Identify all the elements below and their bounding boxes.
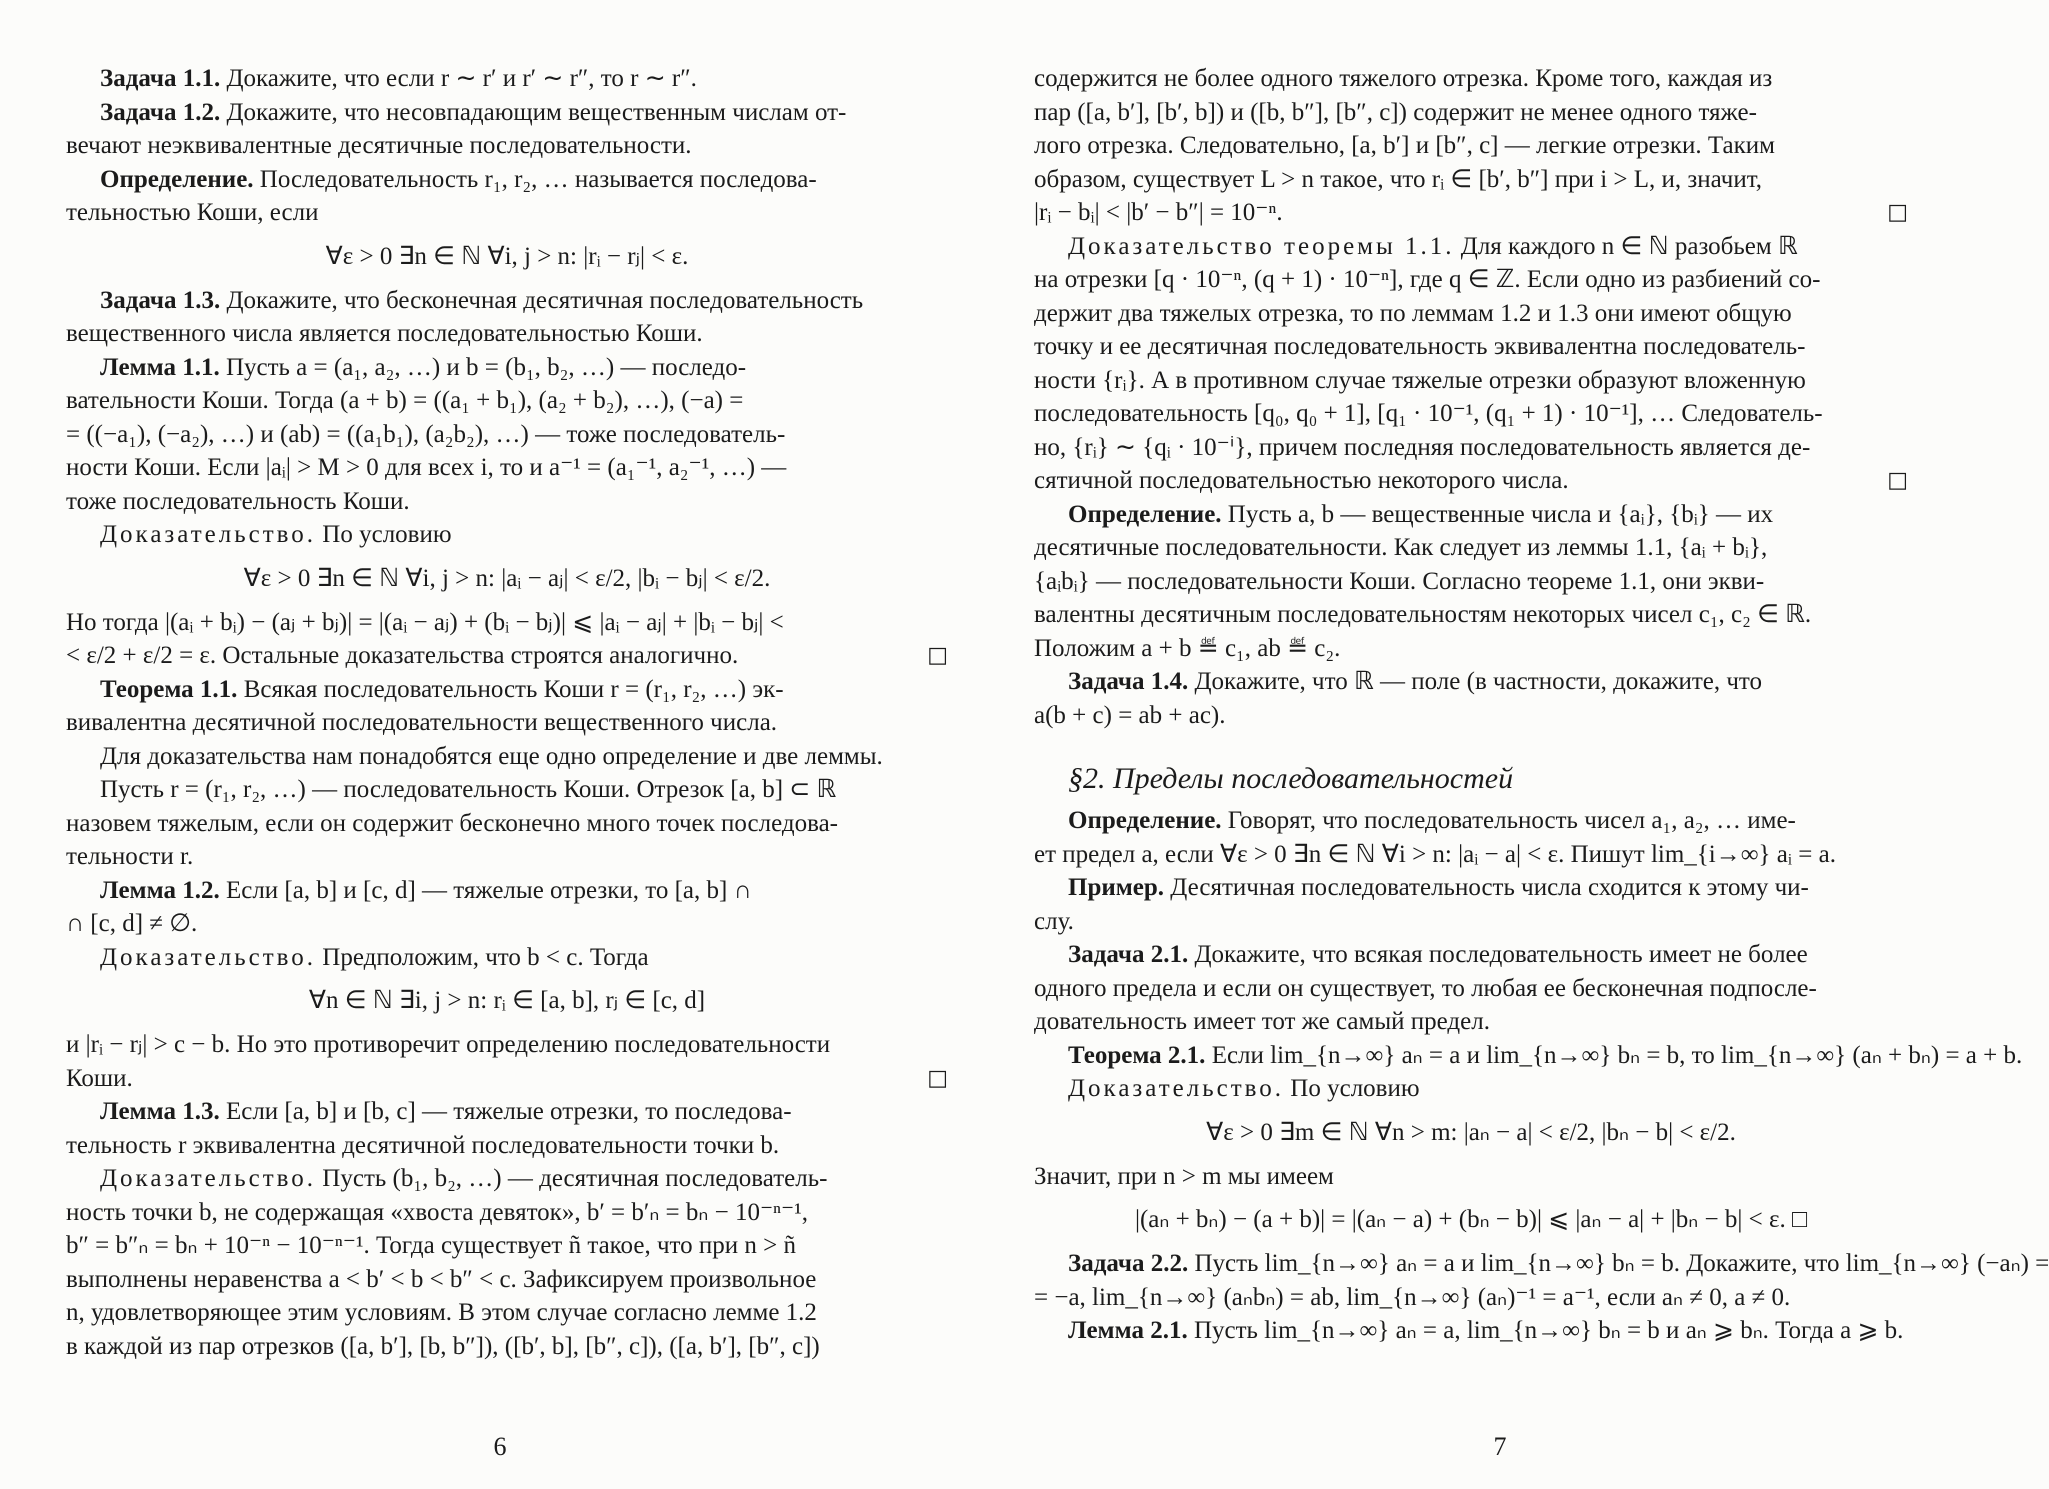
term-label: Лемма 1.2. [100, 876, 220, 904]
line-text: ность точки b, не содержащая «хвоста девяток», b′ = b′ₙ = bₙ − 10⁻ⁿ⁻¹, [66, 1198, 808, 1226]
text-line [1034, 838, 1908, 872]
line-text: тельностью Коши, если [66, 199, 319, 226]
text-line [1034, 632, 1908, 666]
text-line [1034, 565, 1908, 599]
text-line [1034, 330, 1908, 364]
text-line [66, 639, 948, 673]
term-label: Лемма 2.1. [1068, 1317, 1188, 1344]
line-text: = ((−a₁), (−a₂), …) и (ab) = ((a₁b₁), (a₂b₂), …) — тоже последователь- [66, 420, 786, 448]
text-line [66, 1229, 948, 1263]
term-label: Задача 1.1. [100, 65, 221, 92]
text-line [1034, 364, 1908, 398]
line-text: держит два тяжелых отрезка, то по леммам 1.2 и 1.3 они имеют общую [1034, 299, 1792, 327]
left-page [0, 0, 1000, 1489]
text-line [1034, 129, 1908, 163]
term-label: Определение. [1068, 807, 1222, 834]
line-text: ет предел a, если ∀ε > 0 ∃n ∈ ℕ ∀i > n: |aᵢ − a| < ε. Пишут lim_{i→∞} aᵢ = a. [1034, 840, 1836, 868]
term-label: Задача 2.1. [1068, 941, 1189, 968]
line-text: на отрезки [q · 10⁻ⁿ, (q + 1) · 10⁻ⁿ], где q ∈ ℤ. Если одно из разбиений со- [1034, 266, 1821, 293]
text-line [1034, 1247, 2049, 1281]
text-line [1034, 1039, 2023, 1073]
line-text: Докажите, что бесконечная десятичная последовательность [220, 286, 864, 314]
term-label: Теорема 2.1. [1068, 1041, 1206, 1069]
text-line [66, 740, 948, 774]
formula [66, 974, 948, 1028]
line-text: довательность имеет тот же самый предел. [1034, 1008, 1490, 1035]
right-text-column [1034, 62, 2049, 1348]
text-line [1034, 230, 1908, 264]
section-heading [1034, 754, 1908, 804]
line-text: назовем тяжелым, если он содержит бесконечно много точек последова- [66, 809, 839, 837]
text-line [66, 1296, 948, 1330]
text-line [66, 874, 948, 908]
line-text: Говорят, что последовательность чисел a₁, a₂, … име- [1221, 807, 1796, 834]
text-line [66, 196, 948, 230]
text-line [1034, 871, 1908, 905]
line-text: |rᵢ − bᵢ| < |b′ − b″| = 10⁻ⁿ. [1034, 199, 1283, 226]
term-label: Определение. [100, 165, 254, 193]
text-line [1034, 196, 1908, 230]
line-text: ∩ [c, d] ≠ ∅. [66, 910, 198, 937]
qed-square-icon: □ [927, 643, 948, 668]
line-text: Если lim_{n→∞} aₙ = a и lim_{n→∞} bₙ = b, то lim_{n→∞} (aₙ + bₙ) = a + b. [1205, 1041, 2023, 1069]
text-line [1034, 665, 1908, 699]
line-text: Пусть lim_{n→∞} aₙ = a, lim_{n→∞} bₙ = b и aₙ ⩾ bₙ. Тогда a ⩾ b. [1187, 1317, 1904, 1344]
line-text: Для каждого n ∈ ℕ разобьем ℝ [1454, 232, 1798, 260]
line-text: тоже последовательность Коши. [66, 487, 410, 515]
text-line [66, 773, 948, 807]
text-line [66, 706, 948, 740]
proof-label: Доказательство. [100, 1165, 317, 1192]
line-text: одного предела и если он существует, то любая ее бесконечная подпосле- [1034, 974, 1817, 1002]
text-line [1034, 297, 1908, 331]
text-line [1034, 1314, 1908, 1348]
line-text: точку и ее десятичная последовательность эквивалентна последователь- [1034, 333, 1806, 360]
line-text: Пусть a = (a₁, a₂, …) и b = (b₁, b₂, …) — последо- [219, 353, 747, 381]
text-line [66, 1028, 948, 1062]
line-text: валентны десятичным последовательностям некоторых чисел c₁, c₂ ∈ ℝ. [1034, 601, 1812, 628]
term-label: Теорема 1.1. [100, 675, 238, 703]
text-line [1034, 163, 1908, 197]
line-text: тельность r эквивалентна десятичной последовательности точки b. [66, 1131, 780, 1159]
proof-label: Доказательство. [100, 943, 317, 971]
line-text: Докажите, что всякая последовательность имеет не более [1188, 941, 1808, 968]
formula [66, 230, 948, 284]
qed-square-icon: □ [1887, 468, 1908, 493]
text-line [66, 384, 948, 418]
text-line [66, 1263, 948, 1297]
text-line [1034, 397, 1908, 431]
line-text: Последовательность r₁, r₂, … называется последова- [253, 165, 817, 193]
right-page [1000, 0, 2049, 1489]
text-line [66, 62, 948, 96]
text-line [1034, 431, 1908, 465]
text-line [66, 907, 948, 941]
line-text: Десятичная последовательность числа сходится к этому чи- [1164, 874, 1809, 901]
text-line [1034, 1005, 1908, 1039]
line-text: По условию [1284, 1075, 1420, 1102]
text-line [1034, 96, 1908, 130]
line-text: Но тогда |(aᵢ + bᵢ) − (aⱼ + bⱼ)| = |(aᵢ − aⱼ) + (bᵢ − bⱼ)| ⩽ |aᵢ − aⱼ| + |bᵢ − bⱼ| < [66, 608, 784, 636]
line-text: ности {rᵢ}. А в противном случае тяжелые отрезки образуют вложенную [1034, 366, 1806, 394]
line-text: Положим a + b ≝ c₁, ab ≝ c₂. [1034, 634, 1341, 662]
line-text: = −a, lim_{n→∞} (aₙbₙ) = ab, lim_{n→∞} (aₙ)⁻¹ = a⁻¹, если aₙ ≠ 0, a ≠ 0. [1034, 1283, 1791, 1311]
text-line [1034, 699, 1908, 733]
line-text: Предположим, что b < c. Тогда [316, 943, 649, 971]
term-label: Задача 1.4. [1068, 668, 1189, 695]
line-text: ∀n ∈ ℕ ∃i, j > n: rᵢ ∈ [a, b], rⱼ ∈ [c, d] [308, 987, 706, 1014]
text-line [1034, 62, 1908, 96]
text-line [1034, 598, 1908, 632]
text-line [66, 1129, 948, 1163]
proof-label: Доказательство. [1068, 1075, 1285, 1102]
line-text: Коши. [66, 1064, 133, 1092]
text-line [1034, 804, 1908, 838]
line-text: Если [a, b] и [b, c] — тяжелые отрезки, то последова- [219, 1098, 792, 1125]
text-line [66, 418, 948, 452]
term-label: Лемма 1.3. [100, 1098, 220, 1125]
text-line [66, 1196, 948, 1230]
text-line [1034, 498, 1908, 532]
text-line [1034, 1281, 1908, 1315]
line-text: Пусть lim_{n→∞} aₙ = a и lim_{n→∞} bₙ = b. Докажите, что lim_{n→∞} (−aₙ) = [1188, 1250, 2049, 1277]
line-text: ∀ε > 0 ∃m ∈ ℕ ∀n > m: |aₙ − a| < ε/2, |bₙ − b| < ε/2. [1206, 1118, 1736, 1146]
line-text: b″ = b″ₙ = bₙ + 10⁻ⁿ − 10⁻ⁿ⁻¹. Тогда существует ñ такое, что при n > ñ [66, 1232, 796, 1259]
text-line [66, 284, 948, 318]
line-text: выполнены неравенства a < b′ < b < b″ < c. Зафиксируем произвольное [66, 1265, 817, 1293]
text-line [66, 451, 948, 485]
line-text: тельности r. [66, 843, 194, 870]
proof-label: Доказательство теоремы 1.1. [1068, 232, 1455, 260]
line-text: вещественного числа является последовательностью Коши. [66, 320, 703, 347]
text-line [66, 1095, 948, 1129]
line-text: сятичной последовательностью некоторого числа. [1034, 467, 1569, 494]
line-text: и |rᵢ − rⱼ| > c − b. Но это противоречит определению последовательности [66, 1031, 831, 1058]
text-line [1034, 464, 1908, 498]
line-text: Пусть r = (r₁, r₂, …) — последовательность Коши. Отрезок [a, b] ⊂ ℝ [100, 776, 837, 803]
line-text: a(b + c) = ab + ac). [1034, 701, 1226, 729]
formula [1034, 1193, 1908, 1247]
term-label: Лемма 1.1. [100, 353, 220, 381]
text-line [66, 1330, 948, 1364]
line-text: По условию [316, 521, 452, 548]
text-line [1034, 905, 1908, 939]
text-line [66, 485, 948, 519]
text-line [66, 518, 948, 552]
page-number-right: 7 [1493, 1432, 1507, 1461]
text-line [1034, 263, 1908, 297]
text-line [66, 1162, 948, 1196]
text-line [66, 129, 948, 163]
line-text: n, удовлетворяющее этим условиям. В этом случае согласно лемме 1.2 [66, 1299, 817, 1326]
term-label: Задача 1.3. [100, 286, 221, 314]
line-text: ности Коши. Если |aᵢ| > M > 0 для всех i, то и a⁻¹ = (a₁⁻¹, a₂⁻¹, …) — [66, 454, 787, 481]
qed-square-icon: □ [1887, 200, 1908, 225]
line-text: но, {rᵢ} ∼ {qᵢ · 10⁻ⁱ}, причем последняя последовательность является де- [1034, 433, 1811, 461]
text-line [66, 163, 948, 197]
text-line [66, 941, 948, 975]
line-text: слу. [1034, 907, 1074, 935]
term-label: Задача 1.2. [100, 98, 221, 126]
line-text: образом, существует L > n такое, что rᵢ ∈ [b′, b″] при i > L, и, значит, [1034, 165, 1763, 193]
proof-label: Доказательство. [100, 521, 317, 548]
text-line [66, 606, 948, 640]
line-text: последовательность [q₀, q₀ + 1], [q₁ · 10⁻¹, (q₁ + 1) · 10⁻¹], … Следователь- [1034, 400, 1823, 427]
line-text: Если [a, b] и [c, d] — тяжелые отрезки, то [a, b] ∩ [219, 876, 752, 904]
term-label: Пример. [1068, 874, 1165, 901]
term-label: Задача 2.2. [1068, 1250, 1189, 1277]
text-line [1034, 531, 1908, 565]
line-text: пар ([a, b′], [b′, b]) и ([b, b″], [b″, c]) содержит не менее одного тяже- [1034, 98, 1757, 126]
line-text: Докажите, что если r ∼ r′ и r′ ∼ r″, то r ∼ r″. [220, 65, 697, 92]
text-line [66, 317, 948, 351]
line-text: лого отрезка. Следовательно, [a, b′] и [b″, c] — легкие отрезки. Таким [1034, 132, 1775, 159]
text-line [66, 1062, 948, 1096]
line-text: {aᵢbᵢ} — последовательности Коши. Согласно теореме 1.1, они экви- [1034, 567, 1765, 595]
formula [1034, 1106, 1908, 1160]
text-line [66, 96, 948, 130]
line-text: в каждой из пар отрезков ([a, b′], [b, b″]), ([b′, b], [b″, c]), ([a, b′], [b″, c]) [66, 1332, 820, 1360]
left-text-column [66, 62, 948, 1363]
line-text: < ε/2 + ε/2 = ε. Остальные доказательства строятся аналогично. [66, 642, 739, 669]
line-text: Всякая последовательность Коши r = (r₁, r₂, …) эк- [237, 675, 784, 703]
line-text: десятичные последовательности. Как следует из леммы 1.1, {aᵢ + bᵢ}, [1034, 534, 1768, 561]
line-text: Пусть (b₁, b₂, …) — десятичная последователь- [316, 1165, 828, 1192]
line-text: вечают неэквивалентные десятичные последовательности. [66, 132, 692, 159]
page-number-left: 6 [493, 1432, 507, 1461]
line-text: ∀ε > 0 ∃n ∈ ℕ ∀i, j > n: |rᵢ − rⱼ| < ε. [325, 242, 689, 270]
text-line [1034, 1160, 1908, 1194]
text-line [1034, 1072, 1908, 1106]
text-line [66, 807, 948, 841]
qed-square-icon: □ [927, 1065, 948, 1091]
line-text: Докажите, что несовпадающим вещественным числам от- [220, 98, 847, 126]
line-text: Пусть a, b — вещественные числа и {aᵢ}, {bᵢ} — их [1221, 500, 1774, 528]
text-line [66, 673, 948, 707]
term-label: Определение. [1068, 500, 1222, 528]
line-text: Значит, при n > m мы имеем [1034, 1162, 1334, 1190]
text-line [66, 351, 948, 385]
text-line [1034, 938, 1908, 972]
line-text: вивалентна десятичной последовательности вещественного числа. [66, 709, 778, 736]
line-text: вательности Коши. Тогда (a + b) = ((a₁ + b₁), (a₂ + b₂), …), (−a) = [66, 387, 744, 414]
text-line [1034, 972, 1908, 1006]
line-text: §2. Пределы последовательностей [1068, 762, 1514, 795]
line-text: ∀ε > 0 ∃n ∈ ℕ ∀i, j > n: |aᵢ − aⱼ| < ε/2, |bᵢ − bⱼ| < ε/2. [243, 564, 771, 592]
text-line [66, 840, 948, 874]
line-text: Для доказательства нам понадобятся еще одно определение и две леммы. [100, 742, 883, 770]
line-text: содержится не более одного тяжелого отрезка. Кроме того, каждая из [1034, 65, 1773, 92]
line-text: Докажите, что ℝ — поле (в частности, докажите, что [1188, 668, 1763, 695]
line-text: |(aₙ + bₙ) − (a + b)| = |(aₙ − a) + (bₙ − b)| ⩽ |aₙ − a| + |bₙ − b| < ε. □ [1134, 1206, 1808, 1233]
formula [66, 552, 948, 606]
